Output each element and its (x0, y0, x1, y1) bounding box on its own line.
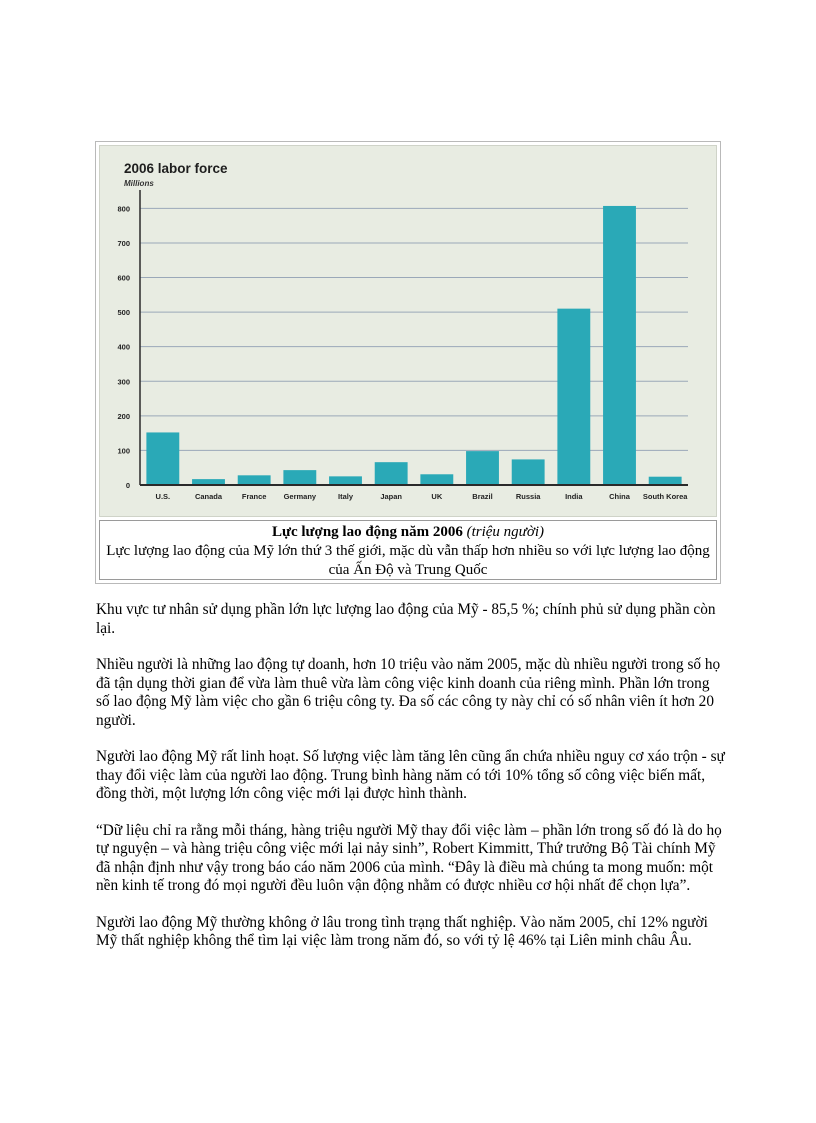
bar (603, 206, 636, 485)
chart-subtitle: Millions (124, 179, 154, 188)
bar (512, 459, 545, 485)
paragraph: Nhiều người là những lao động tự doanh, hơn 10 triệu vào năm 2005, mặc dù nhiều người trong số họ đã tận dụng thời gian để vừa làm thuê vừa làm công việc kinh doanh của riêng mình. Phần lớn trong số lao động Mỹ làm việc cho gần 6 triệu công ty. Đa số các công ty này chỉ có số nhân viên ít hơn 20 người. (96, 656, 721, 729)
paragraph: “Dữ liệu chỉ ra rằng mỗi tháng, hàng triệu người Mỹ thay đổi việc làm – phần lớn trong số đó là do họ tự nguyện – và hàng triệu công việc mới lại nảy sinh”, Robert Kimmitt, Thứ trưởng Bộ Tài chính Mỹ đã nhận định như vậy trong báo cáo năm 2006 của mình. “Đây là điều mà chúng ta mong muốn: một nền kinh tế trong đó mọi người đều luôn vận động nhằm có được nhiều cơ hội nhất để chọn lựa”. (96, 821, 722, 894)
y-tick-label: 300 (117, 377, 130, 387)
x-tick-label: U.S. (155, 492, 171, 501)
paragraph: Người lao động Mỹ thường không ở lâu trong tình trạng thất nghiệp. Vào năm 2005, chỉ 12% người Mỹ thất nghiệp không thể tìm lại việc làm trong năm đó, so với tỷ lệ 46% tại Liên minh châu Âu. (96, 913, 708, 949)
x-tick-label: Brazil (472, 492, 493, 501)
y-tick-label: 200 (117, 411, 130, 421)
x-tick-label: Italy (337, 492, 354, 501)
x-tick-label: Germany (283, 492, 317, 501)
article-body (96, 601, 726, 969)
bar (420, 474, 453, 485)
y-tick-label: 400 (117, 342, 130, 352)
bar (375, 462, 408, 485)
chart-title: 2006 labor force (124, 161, 228, 176)
bar (329, 476, 362, 485)
x-tick-label: Russia (515, 492, 541, 501)
x-tick-label: South Korea (642, 492, 688, 501)
bar (649, 477, 682, 485)
x-tick-label: Japan (380, 492, 403, 501)
caption-unit: (triệu người) (466, 524, 545, 540)
bar (238, 475, 271, 485)
figure-caption (99, 520, 717, 580)
y-tick-label: 800 (117, 204, 130, 214)
x-tick-label: India (565, 492, 583, 501)
y-tick-label: 500 (117, 308, 130, 318)
y-tick-label: 700 (117, 238, 130, 248)
x-tick-label: China (609, 492, 630, 501)
paragraph: Người lao động Mỹ rất linh hoạt. Số lượng việc làm tăng lên cũng ẩn chứa nhiều nguy cơ xáo trộn - sự thay đổi việc làm của người lao động. Trung bình hàng năm có tới 10% tổng số công việc biến mất, đồng thời, một lượng lớn công việc mới lại được hình thành. (96, 748, 725, 802)
y-tick-label: 600 (117, 273, 130, 283)
bar (283, 470, 316, 485)
labor-force-chart (100, 146, 716, 516)
paragraph: Khu vực tư nhân sử dụng phần lớn lực lượng lao động của Mỹ - 85,5 %; chính phủ sử dụng phần còn lại. (96, 601, 716, 637)
y-tick-label: 100 (117, 446, 130, 456)
bar (466, 451, 499, 485)
y-tick-label: 0 (125, 481, 130, 490)
caption-title: Lực lượng lao động năm 2006 (271, 524, 463, 540)
bar (557, 309, 590, 485)
chart-panel (99, 145, 717, 517)
x-tick-label: Canada (194, 492, 223, 501)
x-tick-label: France (241, 492, 267, 501)
bar (146, 432, 179, 485)
caption-text: Lực lượng lao động của Mỹ lớn thứ 3 thế giới, mặc dù vẫn thấp hơn nhiều so với lực lượng lao động của Ấn Độ và Trung Quốc (106, 543, 710, 578)
figure (95, 141, 721, 584)
x-tick-label: UK (431, 492, 443, 501)
